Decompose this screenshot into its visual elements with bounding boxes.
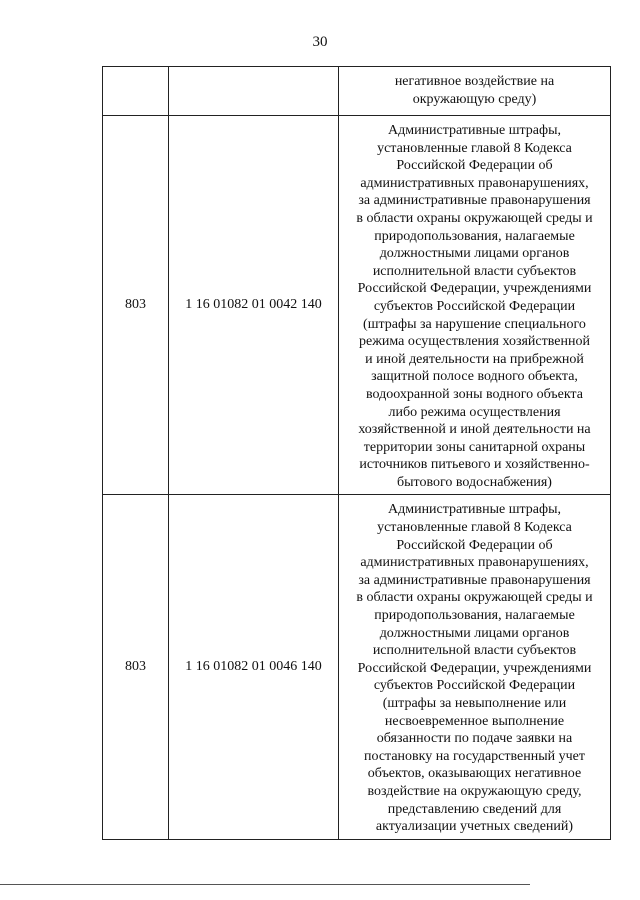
budget-code-cell: 1 16 01082 01 0042 140 — [169, 116, 339, 495]
description-line: Российской Федерации об — [396, 537, 553, 553]
description-line: и иной деятельности на прибрежной — [365, 351, 584, 367]
description-line: негативное воздействие на — [394, 74, 555, 89]
description-cell — [339, 67, 611, 116]
table-row — [103, 67, 611, 116]
description-text — [339, 495, 610, 838]
description-line: Российской Федерации, учреждениями — [357, 660, 592, 676]
description-line: (штрафы за невыполнение или — [382, 696, 567, 711]
admin-code-cell: 803 — [103, 116, 169, 495]
description-line: окружающую среду) — [412, 91, 537, 107]
description-line: установленные главой 8 Кодекса — [377, 140, 572, 156]
description-line: исполнительной власти субъектов — [372, 643, 577, 659]
description-line: исполнительной власти субъектов — [372, 263, 577, 279]
description-line: за административные правонарушения — [358, 572, 591, 588]
description-line: природопользования, налагаемые — [374, 608, 575, 624]
description-line: либо режима осуществления — [388, 404, 561, 420]
description-line: установленные главой 8 Кодекса — [377, 520, 572, 536]
table-row — [103, 116, 611, 495]
description-line: водоохранной зоны водного объекта — [366, 386, 583, 402]
description-line: постановку на государственный учет — [363, 748, 586, 764]
description-line: обязанности по подаче заявки на — [376, 731, 573, 747]
description-line: административных правонарушениях, — [360, 175, 589, 191]
description-line: актуализации учетных сведений) — [375, 819, 574, 835]
description-line: в области охраны окружающей среды и — [356, 210, 593, 226]
description-line: воздействие на окружающую среду, — [367, 783, 582, 799]
description-cell — [339, 116, 611, 495]
description-line: объектов, оказывающих негативное — [367, 766, 582, 782]
description-line: должностными лицами органов — [379, 625, 570, 641]
description-line: режима осуществления хозяйственной — [359, 334, 590, 350]
admin-code-cell — [103, 67, 169, 116]
description-line: бытового водоснабжения) — [397, 474, 552, 490]
page-number: 30 — [312, 34, 328, 50]
description-line: защитной полосе водного объекта, — [371, 369, 578, 385]
description-line: Российской Федерации об — [396, 158, 553, 174]
description-line: субъектов Российской Федерации — [373, 298, 576, 314]
description-line: за административные правонарушения — [358, 193, 591, 209]
description-line: должностными лицами органов — [379, 246, 570, 262]
description-line: (штрафы за нарушение специального — [363, 316, 586, 332]
description-cell — [339, 495, 611, 839]
description-line: представлению сведений для — [387, 801, 562, 817]
description-line: Административные штрафы, — [387, 502, 562, 518]
description-line: источников питьевого и хозяйственно- — [359, 457, 590, 473]
description-line: Административные штрафы, — [387, 123, 562, 138]
description-line: несвоевременное выполнение — [384, 713, 565, 729]
budget-codes-table — [102, 66, 611, 840]
description-line: субъектов Российской Федерации — [373, 678, 576, 694]
admin-code-cell: 803 — [103, 495, 169, 839]
footer-divider — [0, 884, 530, 885]
budget-code-cell: 1 16 01082 01 0046 140 — [169, 495, 339, 839]
description-line: Российской Федерации, учреждениями — [357, 281, 592, 297]
description-line: природопользования, налагаемые — [374, 228, 575, 244]
description-text — [339, 67, 610, 111]
description-line: хозяйственной и иной деятельности на — [358, 422, 591, 438]
description-line: в области охраны окружающей среды и — [356, 590, 593, 606]
description-line: административных правонарушениях, — [360, 555, 589, 571]
description-line: территории зоны санитарной охраны — [363, 439, 586, 455]
budget-code-cell — [169, 67, 339, 116]
table-row — [103, 495, 611, 839]
description-text — [339, 116, 610, 494]
